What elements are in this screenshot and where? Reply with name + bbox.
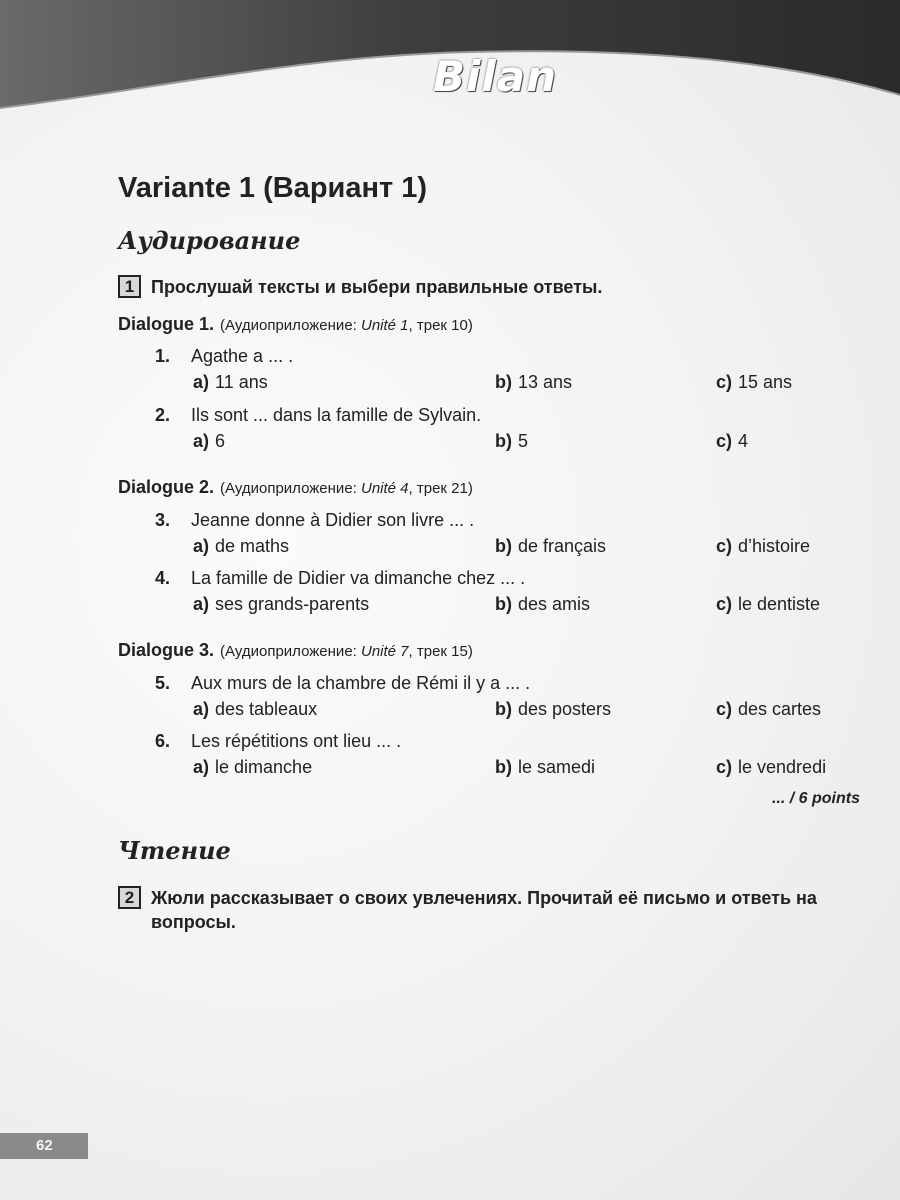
- answer-option-a[interactable]: a) de maths: [193, 536, 290, 556]
- page-header-title: Bilan: [432, 52, 558, 101]
- dialogue-heading: [118, 640, 473, 661]
- exercise-1: [118, 275, 863, 299]
- exercise-instruction: Прослушай тексты и выбери правильные ответы.: [151, 277, 603, 297]
- question-text: Agathe a ... .: [191, 346, 294, 366]
- dialogue-name: Dialogue 2.: [118, 477, 215, 497]
- dialogue-audio-ref: (Аудиоприложение: Unité 7, трек 15): [220, 643, 473, 660]
- answer-option-b[interactable]: b) de français: [495, 536, 607, 556]
- question: [155, 565, 860, 617]
- answer-option-c[interactable]: c) d’histoire: [716, 536, 811, 556]
- answer-option-b[interactable]: b) le samedi: [495, 757, 596, 777]
- exercise-number: 1: [118, 275, 141, 298]
- answer-option-a[interactable]: a) des tableaux: [193, 699, 318, 719]
- question: [155, 402, 860, 454]
- answer-option-c[interactable]: c) des cartes: [716, 699, 822, 719]
- question: [155, 728, 860, 780]
- answer-option-c[interactable]: c) 15 ans: [716, 372, 793, 392]
- exercise-instruction: Жюли рассказывает о своих увлечениях. Прочитай её письмо и ответь на вопросы.: [151, 888, 817, 932]
- question: [155, 670, 860, 722]
- question: [155, 343, 860, 395]
- section-title-listening: Аудирование: [118, 226, 301, 255]
- dialogue-name: Dialogue 1.: [118, 314, 215, 334]
- question-number: 6.: [155, 731, 171, 751]
- question-text: Aux murs de la chambre de Rémi il y a ... .: [191, 673, 531, 693]
- question-text: Jeanne donne à Didier son livre ... .: [191, 510, 475, 530]
- exercise-2: [118, 886, 863, 934]
- answer-option-b[interactable]: b) 5: [495, 431, 529, 451]
- points-score: ... / 6 points: [771, 790, 860, 807]
- question-number: 4.: [155, 568, 171, 588]
- exercise-number: 2: [118, 886, 141, 909]
- question-number: 3.: [155, 510, 171, 530]
- page-number: 62: [0, 1133, 88, 1159]
- dialogue-heading: [118, 477, 473, 498]
- dialogue-heading: [118, 314, 473, 335]
- question-text: La famille de Didier va dimanche chez ... .: [191, 568, 526, 588]
- answer-option-a[interactable]: a) 11 ans: [193, 372, 268, 392]
- answer-option-a[interactable]: a) le dimanche: [193, 757, 313, 777]
- dialogue-name: Dialogue 3.: [118, 640, 215, 660]
- answer-option-c[interactable]: c) le dentiste: [716, 594, 821, 614]
- answer-option-b[interactable]: b) des amis: [495, 594, 591, 614]
- question: [155, 507, 860, 559]
- question-text: Les répétitions ont lieu ... .: [191, 731, 402, 751]
- dialogue-audio-ref: (Аудиоприложение: Unité 1, трек 10): [220, 317, 473, 334]
- answer-option-b[interactable]: b) 13 ans: [495, 372, 573, 392]
- answer-option-c[interactable]: c) le vendredi: [716, 757, 827, 777]
- variant-title: Variante 1 (Вариант 1): [118, 172, 428, 204]
- question-number: 1.: [155, 346, 171, 366]
- dialogue-audio-ref: (Аудиоприложение: Unité 4, трек 21): [220, 480, 473, 497]
- section-title-reading: Чтение: [118, 836, 231, 865]
- answer-option-a[interactable]: a) 6: [193, 431, 226, 451]
- question-number: 5.: [155, 673, 171, 693]
- answer-option-a[interactable]: a) ses grands-parents: [193, 594, 370, 614]
- question-number: 2.: [155, 405, 171, 425]
- question-text: Ils sont ... dans la famille de Sylvain.: [191, 405, 482, 425]
- answer-option-c[interactable]: c) 4: [716, 431, 749, 451]
- answer-option-b[interactable]: b) des posters: [495, 699, 612, 719]
